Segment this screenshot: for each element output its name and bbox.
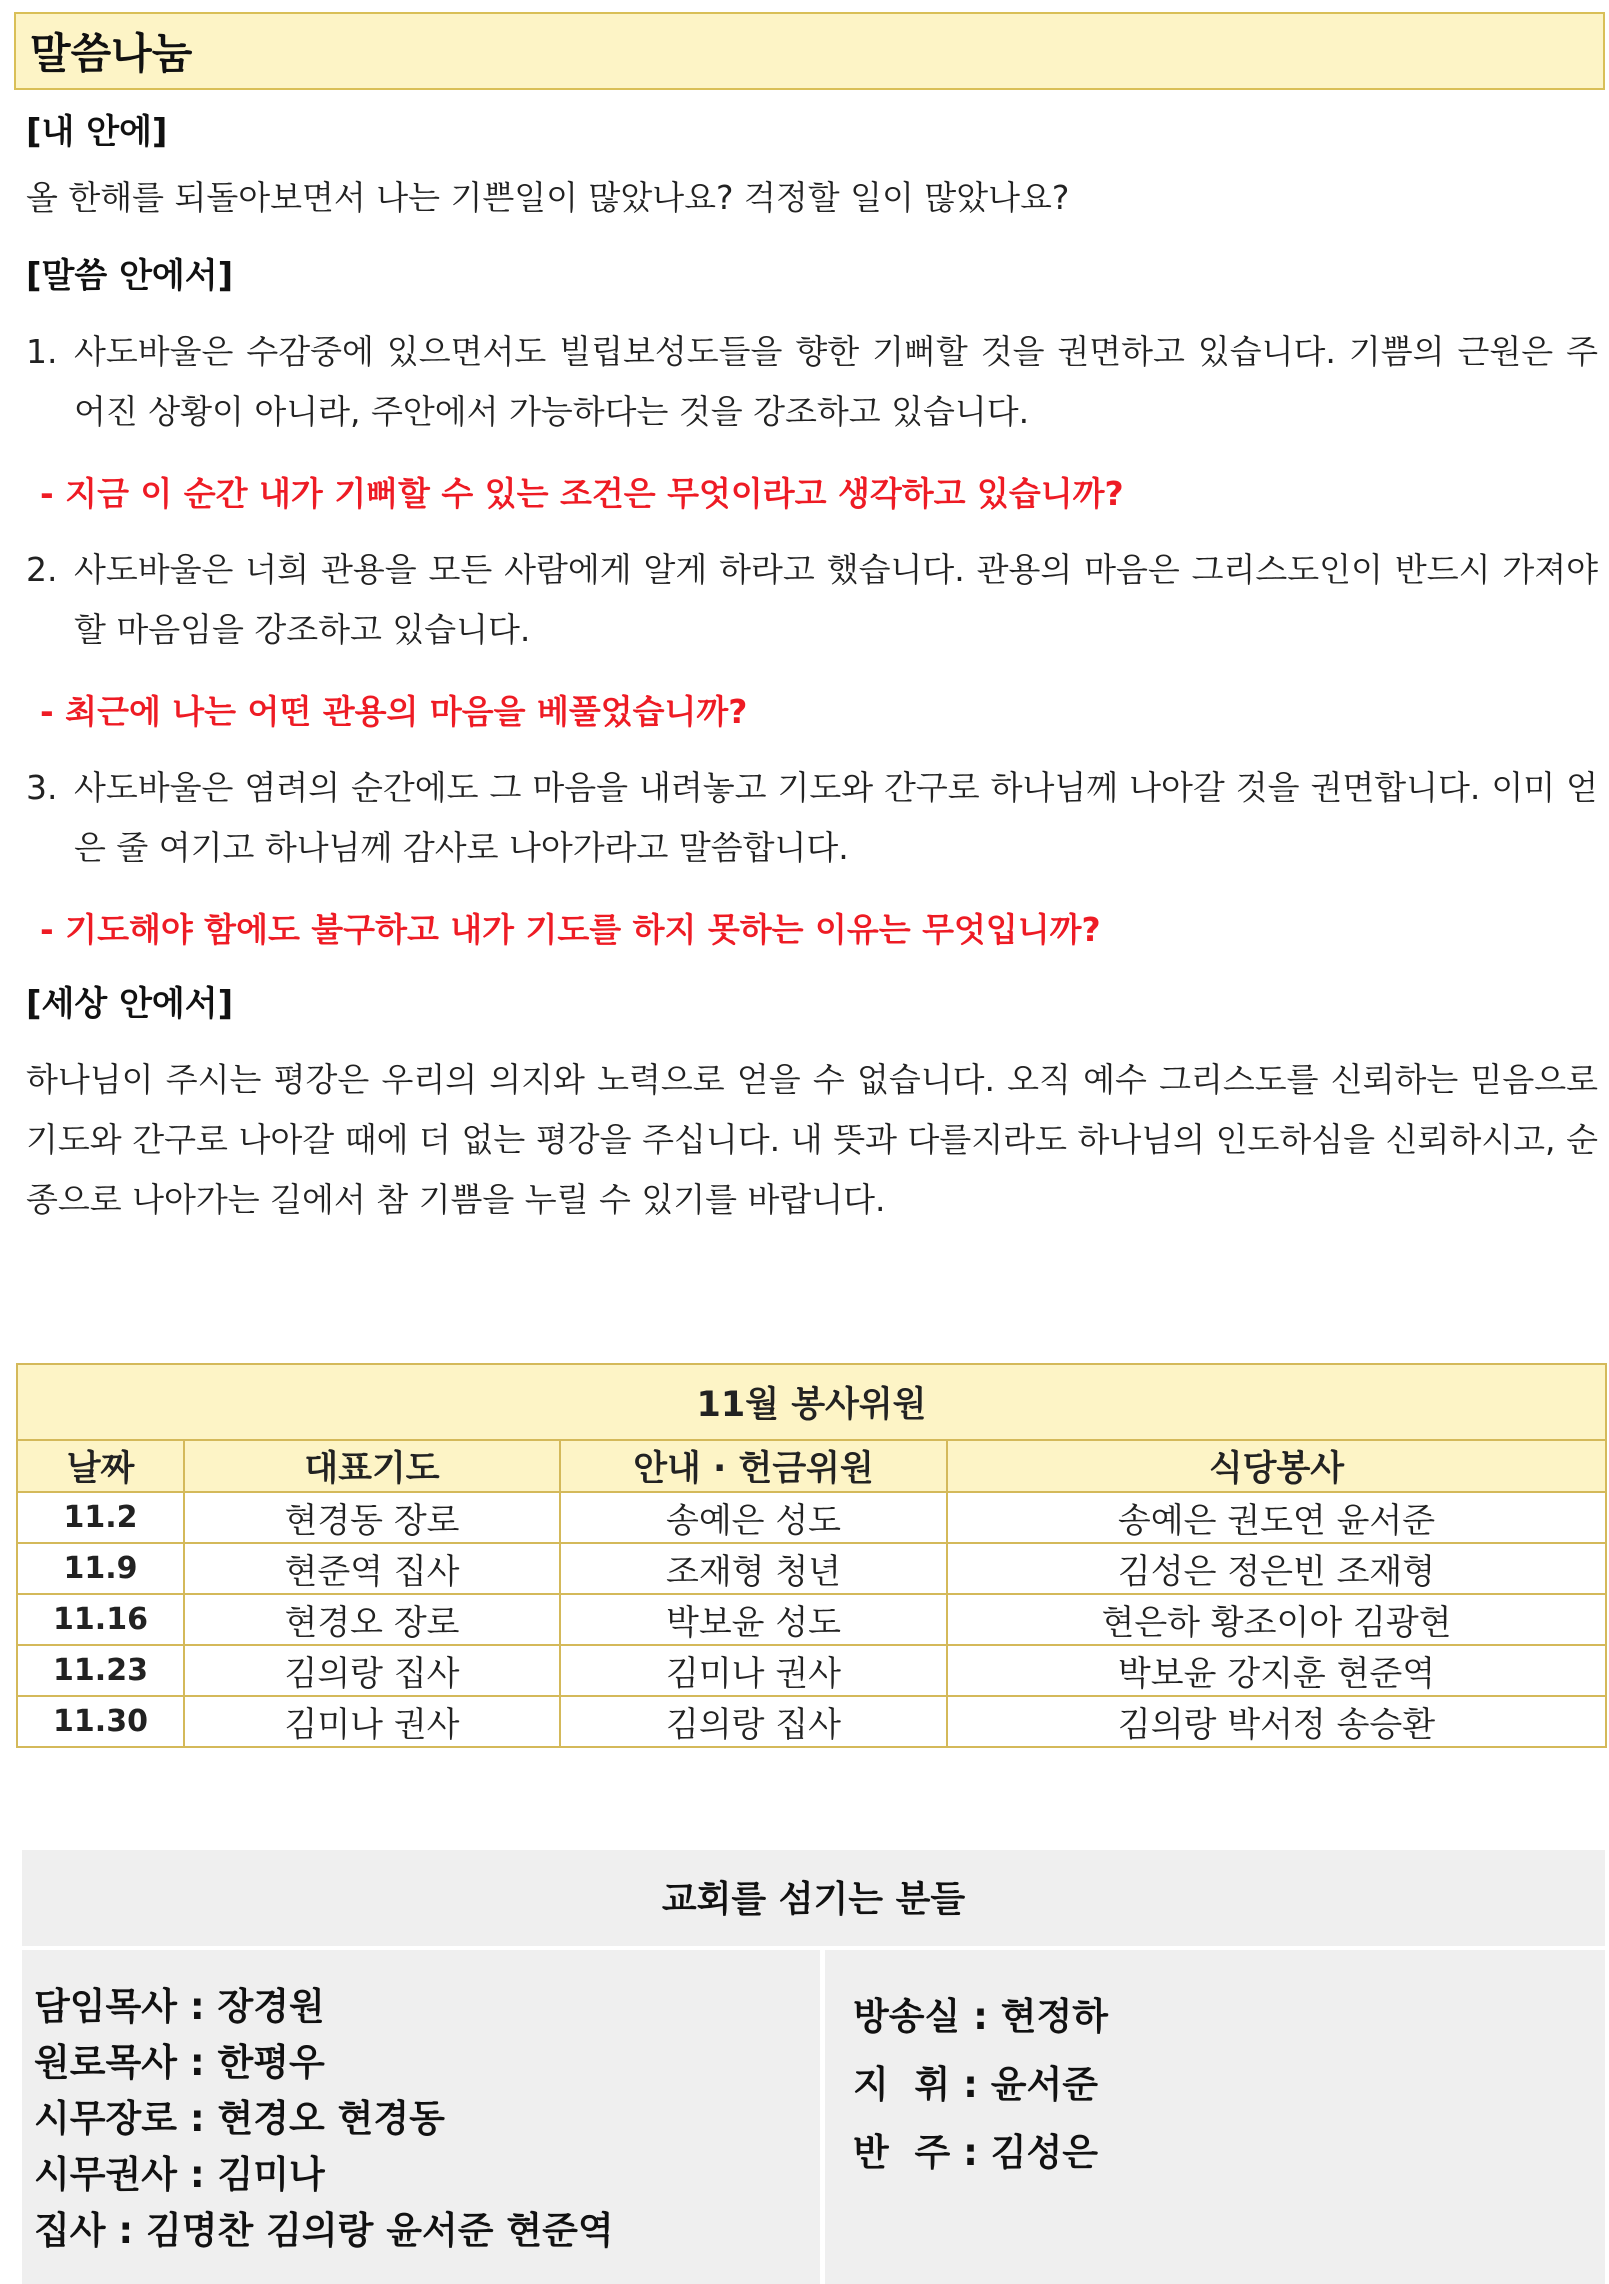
section-heading-within: [내 안에]: [26, 112, 168, 152]
staff-line: 담임목사 : 장경원: [34, 1985, 325, 2028]
cell-prayer: 현경동 장로: [184, 1492, 560, 1543]
cell-kitchen: 김성은 정은빈 조재형: [947, 1543, 1606, 1594]
word-item-1: [26, 322, 1598, 442]
staff-box: [22, 1850, 1605, 2284]
staff-line: 지 휘 : 윤서준: [853, 2063, 1099, 2106]
word-item-2: [26, 540, 1598, 660]
cell-kitchen: 현은하 황조이아 김광현: [947, 1594, 1606, 1645]
question-2: - 최근에 나는 어떤 관용의 마음을 베풀었습니까?: [40, 692, 748, 731]
item-text: 사도바울은 수감중에 있으면서도 빌립보성도들을 향한 기뻐할 것을 권면하고 있습니다. 기쁨의 근원은 주어진 상황이 아니라, 주안에서 가능하다는 것을 강조하고 있습니다.: [74, 332, 1598, 431]
question-1: - 지금 이 순간 내가 기뻐할 수 있는 조건은 무엇이라고 생각하고 있습니까?: [40, 474, 1124, 513]
cell-prayer: 김미나 권사: [184, 1696, 560, 1747]
staff-line: 반 주 : 김성은: [853, 2131, 1099, 2174]
world-text: 하나님이 주시는 평강은 우리의 의지와 노력으로 얻을 수 없습니다. 오직 예수 그리스도를 신뢰하는 믿음으로 기도와 간구로 나아갈 때에 더 없는 평강을 주십니다. 내 뜻과 다를지라도 하나님의 인도하심을 신뢰하시고, 순종으로 나아가는 길에서 참 기쁨을 누릴 수 있기를 바랍니다.: [26, 1060, 1598, 1219]
staff-line: 시무권사 : 김미나: [34, 2153, 325, 2196]
section-heading-word: [말씀 안에서]: [26, 256, 234, 296]
item-text: 사도바울은 너희 관용을 모든 사람에게 알게 하라고 했습니다. 관용의 마음은 그리스도인이 반드시 가져야 할 마음임을 강조하고 있습니다.: [74, 550, 1598, 649]
item-number: 3.: [26, 768, 58, 807]
cell-usher: 송예은 성도: [560, 1492, 947, 1543]
cell-prayer: 현경오 장로: [184, 1594, 560, 1645]
staff-line: 방송실 : 현정하: [853, 1995, 1109, 2038]
cell-kitchen: 김의랑 박서정 송승환: [947, 1696, 1606, 1747]
staff-title: 교회를 섬기는 분들: [661, 1878, 966, 1920]
cell-date: 11.23: [17, 1645, 184, 1696]
cell-prayer: 현준역 집사: [184, 1543, 560, 1594]
cell-kitchen: 송예은 권도연 윤서준: [947, 1492, 1606, 1543]
col-header-date: 날짜: [17, 1440, 184, 1492]
table-row: [17, 1645, 1606, 1696]
cell-date: 11.16: [17, 1594, 184, 1645]
question-3: - 기도해야 함에도 불구하고 내가 기도를 하지 못하는 이유는 무엇입니까?: [40, 910, 1101, 949]
section-heading-world: [세상 안에서]: [26, 984, 234, 1024]
table-row: [17, 1594, 1606, 1645]
cell-usher: 박보윤 성도: [560, 1594, 947, 1645]
staff-line: 집사 : 김명찬 김의랑 윤서준 현준역: [34, 2209, 614, 2252]
col-header-kitchen: 식당봉사: [947, 1440, 1606, 1492]
staff-right-column: [825, 1946, 1605, 2284]
service-table-caption: 11월 봉사위원: [17, 1364, 1606, 1440]
staff-left-column: [22, 1946, 825, 2284]
service-table-header: [17, 1440, 1606, 1492]
within-text: 올 한해를 되돌아보면서 나는 기쁜일이 많았나요? 걱정할 일이 많았나요?: [26, 178, 1070, 217]
table-row: [17, 1543, 1606, 1594]
item-number: 1.: [26, 332, 58, 371]
table-row: [17, 1696, 1606, 1747]
cell-usher: 조재형 청년: [560, 1543, 947, 1594]
cell-usher: 김의랑 집사: [560, 1696, 947, 1747]
service-table: [16, 1363, 1607, 1748]
staff-line: 원로목사 : 한평우: [34, 2041, 325, 2084]
item-text: 사도바울은 염려의 순간에도 그 마음을 내려놓고 기도와 간구로 하나님께 나아갈 것을 권면합니다. 이미 얻은 줄 여기고 하나님께 감사로 나아가라고 말씀합니다.: [74, 768, 1598, 867]
cell-usher: 김미나 권사: [560, 1645, 947, 1696]
page-title: 말씀나눔: [14, 12, 1605, 90]
cell-prayer: 김의랑 집사: [184, 1645, 560, 1696]
item-number: 2.: [26, 550, 58, 589]
table-row: [17, 1492, 1606, 1543]
cell-date: 11.2: [17, 1492, 184, 1543]
word-item-3: [26, 758, 1598, 878]
col-header-usher: 안내 · 헌금위원: [560, 1440, 947, 1492]
col-header-prayer: 대표기도: [184, 1440, 560, 1492]
cell-date: 11.9: [17, 1543, 184, 1594]
cell-kitchen: 박보윤 강지훈 현준역: [947, 1645, 1606, 1696]
staff-line: 시무장로 : 현경오 현경동: [34, 2097, 445, 2140]
cell-date: 11.30: [17, 1696, 184, 1747]
